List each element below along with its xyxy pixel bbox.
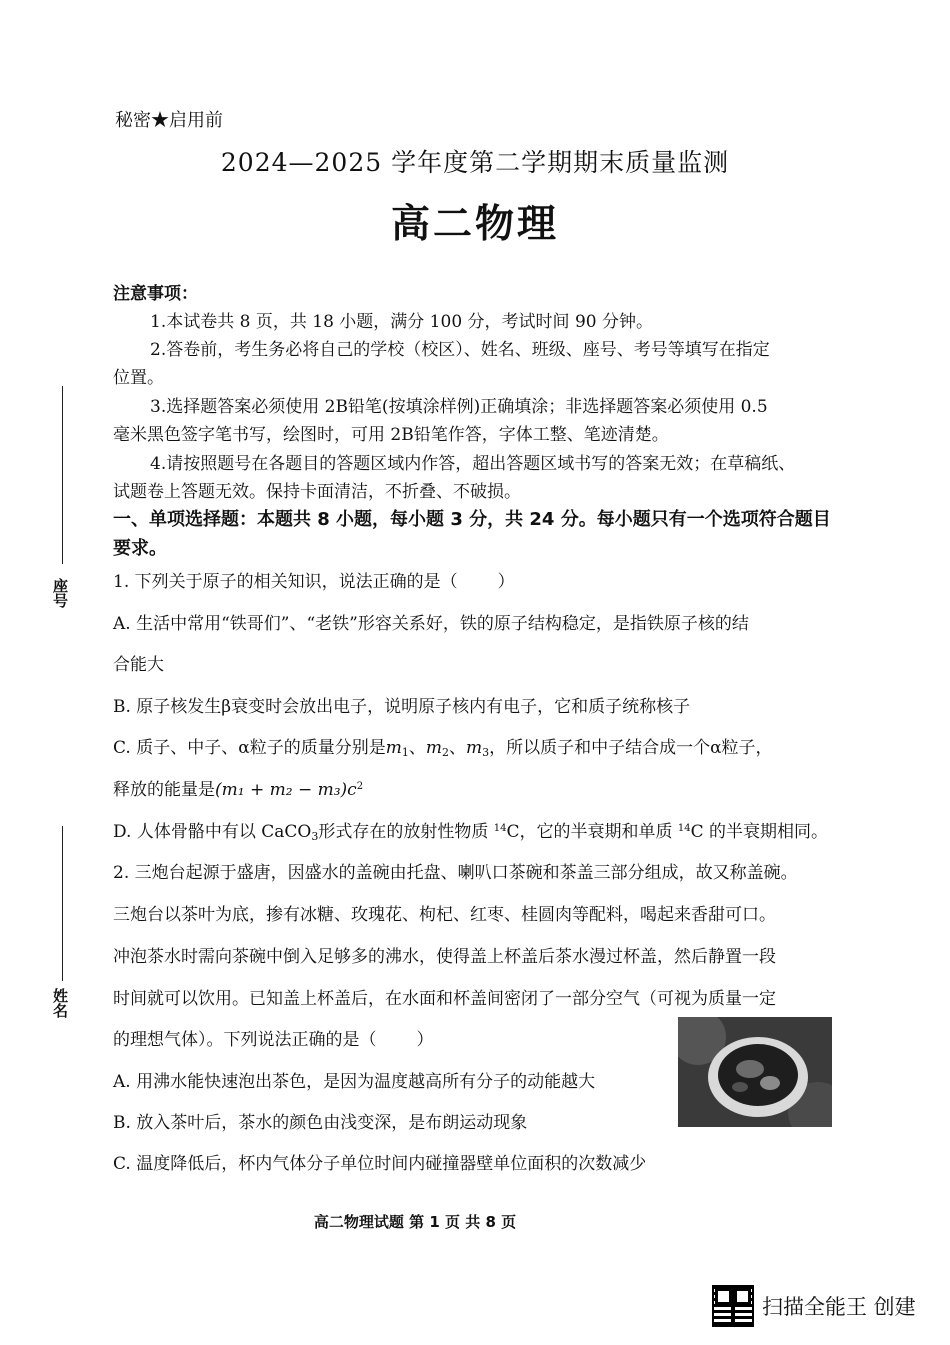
q1-c-line2-text: 释放的能量是	[113, 780, 215, 800]
q2-stem-line-4: 时间就可以饮用。已知盖上杯盖后，在水面和杯盖间密闭了一部分空气（可视为质量一定	[113, 989, 776, 1009]
q2-stem-text: 的理想气体）。下列说法正确的是（	[113, 1030, 377, 1050]
name-label: 姓名	[51, 988, 69, 1018]
watermark-text: 扫描全能王 创建	[762, 1295, 916, 1319]
q1-c-formula: (m₁ + m₂ − m₃)c	[215, 780, 357, 800]
q2-stem-paren: ）	[416, 1030, 434, 1050]
secret-label: 秘密★启用前	[115, 110, 223, 131]
q1-c-text-post: ，所以质子和中子结合成一个α粒子，	[489, 738, 773, 758]
q1-stem-text: 1. 下列关于原子的相关知识，说法正确的是（	[113, 572, 458, 592]
q1-d-sup1: 14	[493, 823, 507, 834]
name-underline	[62, 826, 63, 981]
q2-stem-line-3: 冲泡茶水时需向茶碗中倒入足够多的沸水，使得盖上杯盖后茶水漫过杯盖，然后静置一段	[113, 947, 776, 967]
notice-item-2: 2.答卷前，考生务必将自己的学校（校区）、姓名、班级、座号、考号等填写在指定	[150, 340, 770, 360]
q1-c-m2: m	[425, 738, 442, 758]
q1-c-sub2: 2	[441, 746, 449, 759]
seat-underline	[62, 386, 63, 564]
q1-stem	[113, 567, 515, 592]
q1-d-mid1: 形式存在的放射性物质	[318, 822, 494, 842]
page-footer: 高二物理试题 第 1 页 共 8 页	[313, 1213, 517, 1231]
notice-item-1: 1.本试卷共 8 页，共 18 小题，满分 100 分，考试时间 90 分钟。	[150, 312, 653, 332]
q1-d-end: C 的半衰期相同。	[690, 822, 829, 842]
q1-option-c-cont	[113, 775, 363, 800]
q1-stem-paren: ）	[497, 572, 515, 592]
q2-stem-line-2: 三炮台以茶叶为底，掺有冰糖、玫瑰花、枸杞、红枣、桂圆肉等配料，喝起来香甜可口。	[113, 905, 776, 925]
q1-option-b: B. 原子核发生β衰变时会放出电子，说明原子核内有电子，它和质子统称核子	[113, 697, 691, 717]
q1-option-c	[113, 733, 773, 759]
q2-stem-line-5	[113, 1025, 434, 1050]
qr-code-icon	[712, 1285, 754, 1327]
q1-d-mid2: C，它的半衰期和单质	[506, 822, 678, 842]
notice-heading: 注意事项：	[113, 284, 198, 304]
q1-option-d	[113, 817, 828, 843]
q1-c-m1: m	[385, 738, 402, 758]
notice-item-3-cont: 毫米黑色签字笔书写，绘图时，可用 2B铅笔作答，字体工整、笔迹清楚。	[113, 425, 669, 445]
watermark	[712, 1285, 916, 1327]
q1-d-sup2: 14	[677, 823, 691, 834]
q1-option-a-cont: 合能大	[113, 655, 164, 675]
q1-c-exponent: 2	[356, 781, 364, 792]
tea-bowl-photo	[678, 1017, 832, 1127]
subject-title: 高二物理	[390, 202, 559, 247]
notice-item-4: 4.请按照题号在各题目的答题区域内作答，超出答题区域书写的答案无效；在草稿纸、	[150, 454, 796, 474]
section-title-cont: 要求。	[113, 538, 167, 559]
q1-c-sep2: 、	[448, 738, 466, 758]
q1-c-sub3: 3	[482, 746, 490, 759]
q1-c-sep1: 、	[408, 738, 426, 758]
q1-c-text: C. 质子、中子、α粒子的质量分别是	[113, 738, 386, 758]
notice-item-4-cont: 试题卷上答题无效。保持卡面清洁，不折叠、不破损。	[113, 482, 521, 502]
q1-c-m3: m	[465, 738, 483, 758]
exam-title: 2024—2025 学年度第二学期期末质量监测	[220, 148, 730, 177]
seat-label: 座号	[51, 578, 69, 608]
q2-stem-line-1: 2. 三炮台起源于盛唐，因盛水的盖碗由托盘、喇叭口茶碗和茶盖三部分组成，故又称盖碗。	[113, 863, 798, 883]
notice-item-2-cont: 位置。	[113, 368, 164, 388]
q2-option-c: C. 温度降低后，杯内气体分子单位时间内碰撞器壁单位面积的次数减少	[113, 1154, 647, 1174]
q1-d-sub: 3	[311, 830, 319, 843]
q1-c-sub1: 1	[401, 746, 409, 759]
section-title: 一、单项选择题：本题共 8 小题，每小题 3 分，共 24 分。每小题只有一个选项符合题目	[113, 509, 831, 530]
notice-item-3: 3.选择题答案必须使用 2B铅笔(按填涂样例)正确填涂；非选择题答案必须使用 0.5	[150, 397, 768, 417]
q1-option-a: A. 生活中常用“铁哥们”、“老铁”形容关系好，铁的原子结构稳定，是指铁原子核的结	[113, 614, 749, 634]
q2-option-b: B. 放入茶叶后，茶水的颜色由浅变深，是布朗运动现象	[113, 1113, 528, 1133]
q1-d-text: D. 人体骨骼中有以 CaCO	[113, 822, 312, 842]
q2-option-a: A. 用沸水能快速泡出茶色，是因为温度越高所有分子的动能越大	[113, 1072, 596, 1092]
